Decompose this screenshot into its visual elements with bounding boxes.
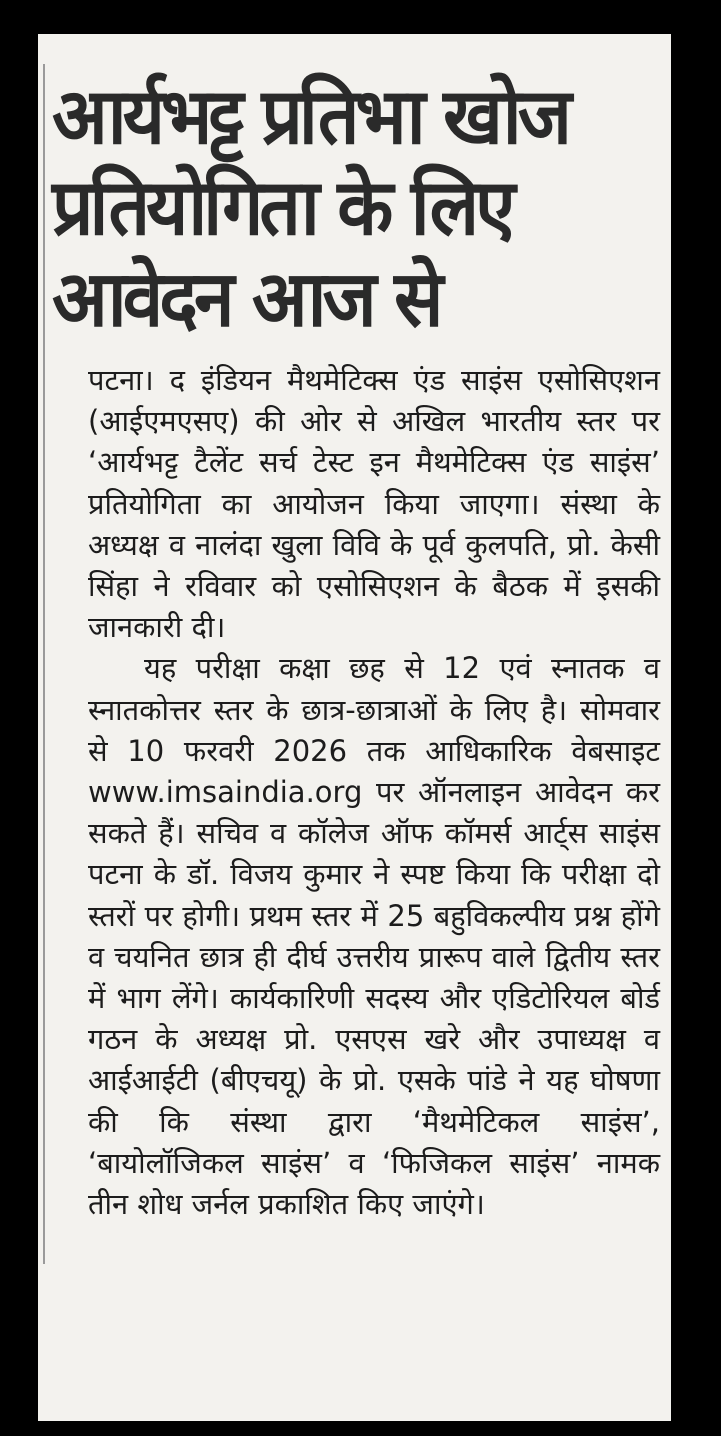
headline-line-1: आर्यभट्ट प्रतिभा खोज <box>52 72 568 163</box>
headline <box>52 72 672 345</box>
headline-line-3: आवेदन आज से <box>52 254 440 345</box>
article-body <box>88 360 660 1225</box>
paragraph-1: पटना। द इंडियन मैथमेटिक्स एंड साइंस एसोसिएशन (आईएमएसए) की ओर से अखिल भारतीय स्तर पर ‘आर्यभट्ट टैलेंट सर्च टेस्ट इन मैथमेटिक्स एंड साइंस’ प्रतियोगिता का आयोजन किया जाएगा। संस्था के अध्यक्ष व नालंदा खुला विवि के पूर्व कुलपति, प्रो. केसी सिंहा ने रविवार को एसोसिएशन के बैठक में इसकी जानकारी दी। <box>88 363 660 645</box>
headline-line-2: प्रतियोगिता के लिए <box>52 163 512 254</box>
paragraph-2: यह परीक्षा कक्षा छह से 12 एवं स्नातक व स्नातकोत्तर स्तर के छात्र-छात्राओं के लिए है। सोमवार से 10 फरवरी 2026 तक आधिकारिक वेबसाइट www.imsaindia.org पर ऑनलाइन आवेदन कर सकते हैं। सचिव व कॉलेज ऑफ कॉमर्स आर्ट्स साइंस पटना के डॉ. विजय कुमार ने स्पष्ट किया कि परीक्षा दो स्तरों पर होगी। प्रथम स्तर में 25 बहुविकल्पीय प्रश्न होंगे व चयनित छात्र ही दीर्घ उत्तरीय प्रारूप वाले द्वितीय स्तर में भाग लेंगे। कार्यकारिणी सदस्य और एडिटोरियल बोर्ड गठन के अध्यक्ष प्रो. एसएस खरे और उपाध्यक्ष व आईआईटी (बीएचयू) के प्रो. एसके पांडे ने यह घोषणा की कि संस्था द्वारा ‘मैथमेटिकल साइंस’, ‘बायोलॉजिकल साइंस’ व ‘फिजिकल साइंस’ नामक तीन शोध जर्नल प्रकाशित किए जाएंगे। <box>88 651 660 1222</box>
